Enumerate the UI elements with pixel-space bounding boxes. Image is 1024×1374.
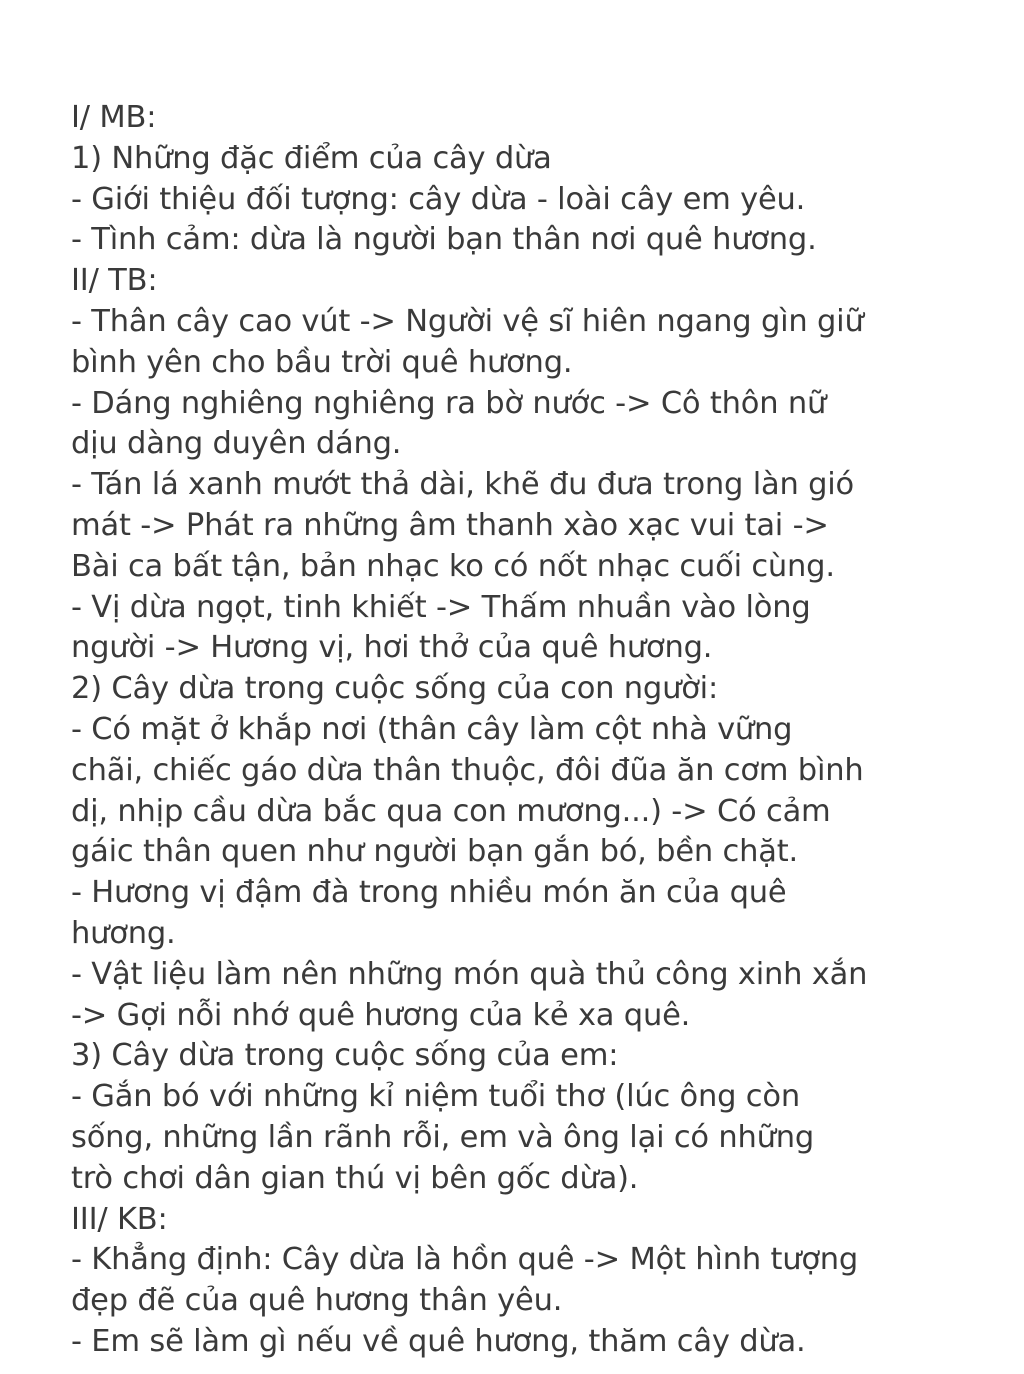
subheading-characteristics: 1) Những đặc điểm của cây dừa [71,140,552,176]
text-line: - Vị dừa ngọt, tinh khiết -> Thấm nhuần vào lòng [71,589,811,625]
text-line: - Thân cây cao vút -> Người vệ sĩ hiên ngang gìn giữ [71,303,864,339]
subheading-my-life: 3) Cây dừa trong cuộc sống của em: [71,1038,619,1074]
text-line: người -> Hương vị, hơi thở của quê hương. [71,630,713,666]
text-line: hương. [71,915,176,951]
text-line: - Giới thiệu đối tượng: cây dừa - loài cây em yêu. [71,181,806,217]
text-line: dị, nhịp cầu dừa bắc qua con mương...) -> Có cảm [71,793,831,829]
text-line: - Dáng nghiêng nghiêng ra bờ nước -> Cô thôn nữ [71,385,827,421]
text-line: dịu dàng duyên dáng. [71,426,402,462]
text-line: - Hương vị đậm đà trong nhiều món ăn của quê [71,875,787,911]
text-line: chãi, chiếc gáo dừa thân thuộc, đôi đũa ăn cơm bình [71,752,864,788]
text-line: bình yên cho bầu trời quê hương. [71,344,573,380]
text-line: - Gắn bó với những kỉ niệm tuổi thơ (lúc ông còn [71,1079,800,1115]
section-heading-tb: II/ TB: [71,263,158,299]
text-line: - Tán lá xanh mướt thả dài, khẽ đu đưa trong làn gió [71,467,854,503]
text-line: - Khẳng định: Cây dừa là hồn quê -> Một hình tượng [71,1242,859,1278]
text-line: trò chơi dân gian thú vị bên gốc dừa). [71,1160,639,1196]
text-line: - Có mặt ở khắp nơi (thân cây làm cột nhà vững [71,711,793,747]
text-line: - Em sẽ làm gì nếu về quê hương, thăm cây dừa. [71,1323,806,1359]
text-line: mát -> Phát ra những âm thanh xào xạc vui tai -> [71,507,829,543]
text-line: Bài ca bất tận, bản nhạc ko có nốt nhạc cuối cùng. [71,548,835,584]
text-line: sống, những lần rãnh rỗi, em và ông lại có những [71,1119,815,1155]
text-line: gáic thân quen như người bạn gắn bó, bền chặt. [71,834,798,870]
text-line: -> Gợi nỗi nhớ quê hương của kẻ xa quê. [71,997,691,1033]
subheading-people-life: 2) Cây dừa trong cuộc sống của con người: [71,671,719,707]
text-line: - Tình cảm: dừa là người bạn thân nơi quê hương. [71,222,817,258]
text-line: - Vật liệu làm nên những món quà thủ công xinh xắn [71,956,868,992]
text-line: đẹp đẽ của quê hương thân yêu. [71,1283,563,1319]
section-heading-mb: I/ MB: [71,100,157,135]
essay-outline [71,98,1001,1363]
section-heading-kb: III/ KB: [71,1201,168,1237]
